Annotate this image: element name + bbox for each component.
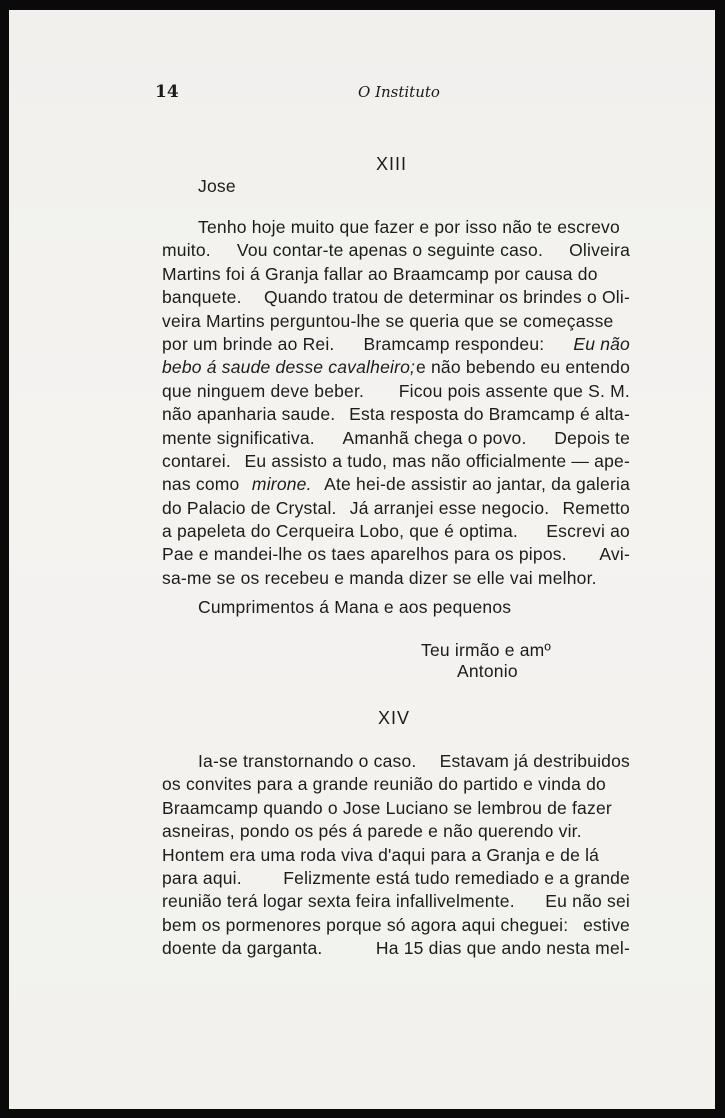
text-segment: Ha 15 dias que ando nesta mel-: [375, 938, 630, 959]
closing-greeting: Cumprimentos á Mana e aos pequenos: [198, 597, 512, 617]
text-line: [162, 914, 630, 937]
text-segment: muito.: [162, 240, 211, 261]
text-segment: bem os pormenores porque só agora aqui cheguei:: [162, 914, 569, 935]
text-line: [162, 286, 630, 309]
text-segment: Eu não sei: [545, 891, 630, 912]
journal-title: O Instituto: [358, 83, 440, 101]
text-segment: reunião terá logar sexta feira infallivelmente.: [162, 891, 515, 912]
text-line: [162, 310, 630, 333]
text-line: [162, 427, 630, 450]
text-segment: Bramcamp respondeu:: [363, 333, 545, 354]
running-header: [0, 82, 725, 106]
text-line: [162, 356, 630, 379]
italic-word: mirone.: [251, 474, 312, 495]
text-segment: Quando tratou de determinar os brindes o Oli-: [264, 287, 630, 308]
text-segment: não apanharia saude.: [162, 404, 336, 425]
text-line: [162, 820, 630, 843]
section-heading-xiv: XIV: [378, 708, 411, 728]
letter-xiv-body: [162, 750, 630, 961]
text-segment: Vou contar-te apenas o seguinte caso.: [236, 240, 544, 261]
text-segment: Escrevi ao: [546, 521, 630, 542]
text-line: [162, 567, 630, 590]
text-segment: por um brinde ao Rei.: [162, 333, 335, 354]
text-line: [162, 473, 630, 496]
text-segment: Depois te: [554, 427, 630, 448]
text-segment: Felizmente está tudo remediado e a grande: [283, 867, 630, 888]
text-segment: Martins foi á Granja fallar ao Braamcamp por causa do: [162, 263, 598, 284]
quoted-speech: Eu não: [573, 333, 630, 354]
text-segment: contarei.: [162, 450, 231, 471]
text-segment: e não bebendo eu entendo: [415, 357, 630, 378]
text-segment: mente significativa.: [162, 427, 315, 448]
text-line: [162, 263, 630, 286]
text-segment: doente da garganta.: [162, 938, 323, 959]
page-number: 14: [155, 82, 179, 102]
text-segment: estive: [583, 914, 630, 935]
text-segment: veira Martins perguntou-lhe se queria que se começasse: [162, 310, 614, 331]
text-line: [162, 937, 630, 960]
text-segment: que ninguem deve beber.: [162, 380, 365, 401]
text-segment: banquete.: [162, 287, 242, 308]
text-segment: sa-me se os recebeu e manda dizer se elle vai melhor.: [162, 567, 597, 588]
text-segment: os convites para a grande reunião do partido e vinda do: [162, 774, 606, 795]
salutation: Jose: [198, 176, 236, 196]
text-segment: Ficou pois assente que S. M.: [398, 380, 630, 401]
text-line: [162, 844, 630, 867]
text-line: [162, 450, 630, 473]
text-line: [162, 403, 630, 426]
section-heading-xiii: XIII: [376, 154, 408, 174]
text-segment: Eu assisto a tudo, mas não officialmente — ape-: [244, 450, 630, 471]
text-line: [162, 750, 630, 773]
text-line: [162, 890, 630, 913]
text-segment: Hontem era uma roda viva d'aqui para a Granja e de lá: [162, 844, 600, 865]
text-line: [162, 380, 630, 403]
text-line: [162, 867, 630, 890]
text-segment: Braamcamp quando o Jose Luciano se lembrou de fazer: [162, 797, 612, 818]
text-segment: asneiras, pondo os pés á parede e não querendo vir.: [162, 821, 582, 842]
text-segment: Remetto: [562, 497, 630, 518]
text-line: [162, 797, 630, 820]
text-segment: do Palacio de Crystal.: [162, 497, 337, 518]
text-segment: Ia-se transtornando o caso.: [198, 751, 417, 771]
text-segment: Ate hei-de assistir ao jantar, da galeria: [324, 474, 630, 495]
text-segment: Oliveira: [569, 240, 630, 261]
text-line: [162, 543, 630, 566]
text-line: [162, 520, 630, 543]
text-line: [162, 497, 630, 520]
text-segment: Tenho hoje muito que fazer e por isso não te escrevo: [198, 217, 620, 237]
text-segment: Amanhã chega o povo.: [342, 427, 527, 448]
text-line: [162, 239, 630, 262]
text-segment: a papeleta do Cerqueira Lobo, que é optima.: [162, 521, 518, 542]
signature: Antonio: [457, 661, 518, 681]
letter-xiii-body: [162, 216, 630, 590]
text-segment: Pae e mandei-lhe os taes aparelhos para os pipos.: [162, 544, 567, 565]
text-segment: Estavam já destribuidos: [439, 751, 630, 771]
quoted-speech: bebo á saude desse cavalheiro;: [162, 357, 416, 378]
text-line: [162, 333, 630, 356]
text-segment: Esta resposta do Bramcamp é alta-: [349, 404, 630, 425]
text-segment: Já arranjei esse negocio.: [349, 497, 550, 518]
text-line: [162, 216, 630, 239]
text-line: [162, 773, 630, 796]
text-segment: para aqui.: [162, 867, 242, 888]
text-segment: Avi-: [599, 544, 630, 565]
signoff: Teu irmão e amº: [421, 640, 551, 660]
text-segment: nas como: [162, 474, 240, 495]
